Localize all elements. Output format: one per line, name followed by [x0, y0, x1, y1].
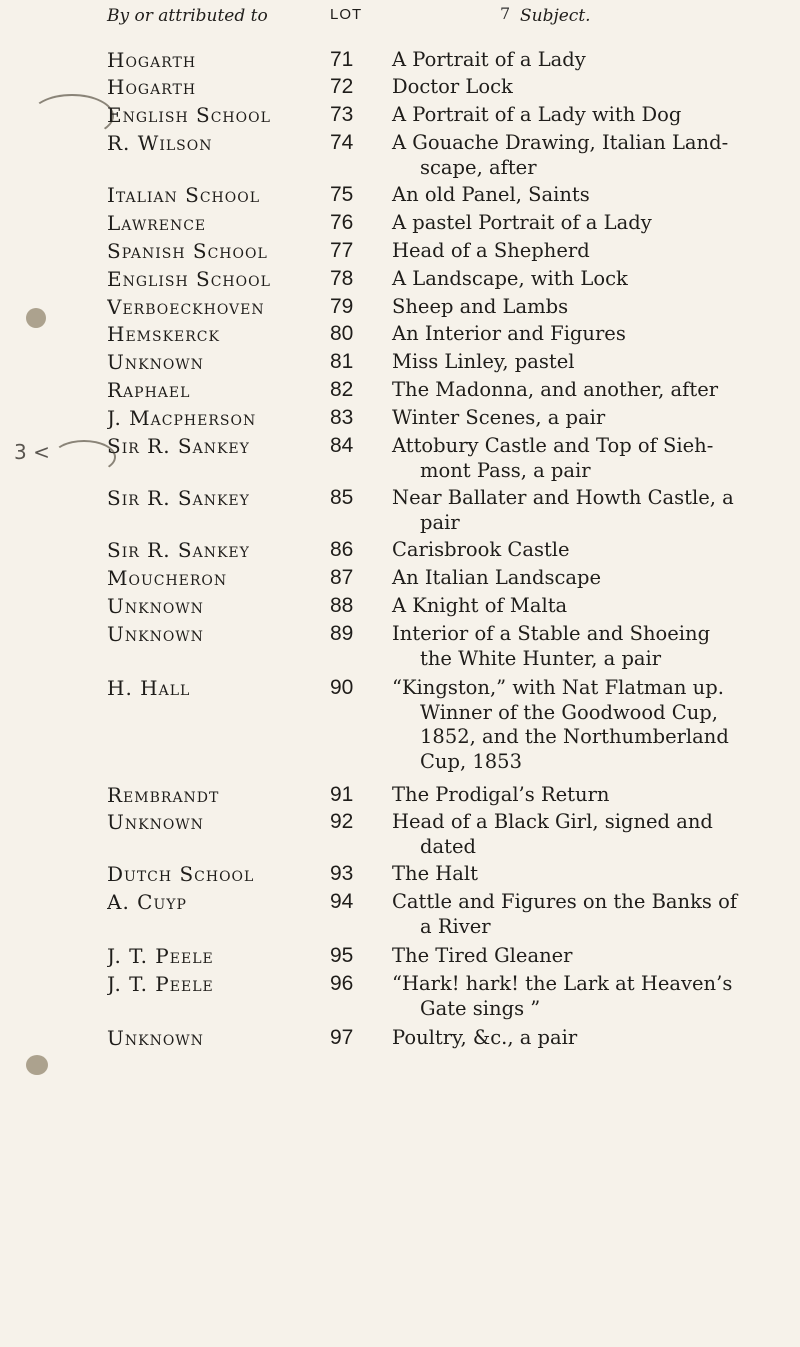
lot-number: 75 — [330, 183, 354, 206]
subject-line: A pastel Portrait of a Lady — [392, 211, 652, 234]
artist-name: Unknown — [107, 350, 204, 374]
subject-text — [392, 622, 787, 671]
artist-name: Unknown — [107, 622, 204, 646]
subject-text — [392, 810, 787, 859]
artist-name: Verboeckhoven — [107, 295, 265, 319]
artist-name: Dutch School — [107, 862, 255, 886]
subject-line: Cattle and Figures on the Banks of — [392, 890, 738, 913]
subject-text — [392, 75, 787, 100]
subject-line: “Kingston,” with Nat Flatman up. — [392, 676, 724, 699]
subject-line: Poultry, &c., a pair — [392, 1026, 578, 1049]
artist-name: J. T. Peele — [107, 944, 214, 968]
artist-name: Hogarth — [107, 75, 197, 99]
subject-line: dated — [420, 834, 476, 858]
subject-line: scape, after — [420, 155, 537, 179]
artist-name: Unknown — [107, 1026, 204, 1050]
header-lot: LOT — [330, 6, 363, 23]
header-artist: By or attributed to — [107, 6, 268, 26]
subject-line: Attobury Castle and Top of Sieh- — [392, 434, 714, 457]
subject-text — [392, 183, 787, 208]
lot-number: 74 — [330, 131, 354, 154]
subject-line: pair — [420, 510, 460, 534]
subject-line: the White Hunter, a pair — [420, 646, 662, 670]
subject-line: A Portrait of a Lady — [392, 48, 586, 71]
lot-number: 96 — [330, 972, 354, 995]
lot-number: 95 — [330, 944, 354, 967]
subject-line: 1852, and the Northumberland — [420, 725, 729, 748]
subject-line: Miss Linley, pastel — [392, 350, 575, 373]
subject-line: The Tired Gleaner — [392, 944, 573, 967]
subject-line: Winner of the Goodwood Cup, — [420, 700, 718, 724]
subject-text — [392, 486, 787, 535]
artist-name: Sir R. Sankey — [107, 486, 250, 510]
artist-name: Unknown — [107, 594, 204, 618]
subject-line: The Halt — [392, 862, 479, 885]
subject-line: Cup, 1853 — [420, 749, 522, 773]
lot-number: 77 — [330, 239, 354, 262]
lot-number: 93 — [330, 862, 354, 885]
artist-name: J. T. Peele — [107, 972, 214, 996]
lot-number: 91 — [330, 783, 354, 806]
lot-number: 92 — [330, 810, 354, 833]
margin-note: 3 < — [14, 440, 50, 464]
lot-number: 79 — [330, 295, 354, 318]
artist-name: A. Cuyp — [107, 890, 187, 914]
subject-line: The Madonna, and another, after — [392, 378, 719, 401]
ink-blot-mark — [26, 1055, 48, 1075]
subject-line: “Hark! hark! the Lark at Heaven’s — [392, 972, 733, 995]
subject-text — [392, 676, 787, 774]
subject-text — [392, 890, 787, 939]
subject-line: Interior of a Stable and Shoeing — [392, 622, 711, 645]
subject-text — [392, 350, 787, 375]
lot-number: 83 — [330, 406, 354, 429]
lot-number: 88 — [330, 594, 354, 617]
page-number: 7 — [500, 4, 511, 23]
lot-number: 97 — [330, 1026, 354, 1049]
lot-number: 78 — [330, 267, 354, 290]
lot-number: 80 — [330, 322, 354, 345]
lot-number: 87 — [330, 566, 354, 589]
lot-number: 82 — [330, 378, 354, 401]
subject-text — [392, 406, 787, 431]
subject-line: Doctor Lock — [392, 75, 513, 98]
subject-text — [392, 267, 787, 292]
lot-number: 72 — [330, 75, 354, 98]
lot-number: 90 — [330, 676, 354, 699]
lot-number: 71 — [330, 48, 354, 71]
artist-name: Rembrandt — [107, 783, 220, 807]
subject-text — [392, 783, 787, 808]
subject-text — [392, 434, 787, 483]
lot-number: 94 — [330, 890, 354, 913]
subject-text — [392, 322, 787, 347]
artist-name: Hemskerck — [107, 322, 220, 346]
artist-name: Raphael — [107, 378, 191, 402]
artist-name: Sir R. Sankey — [107, 434, 250, 458]
subject-text — [392, 972, 787, 1021]
lot-number: 89 — [330, 622, 354, 645]
subject-text — [392, 944, 787, 969]
artist-name: Sir R. Sankey — [107, 538, 250, 562]
subject-line: Gate sings ” — [420, 996, 541, 1020]
artist-name: Hogarth — [107, 48, 197, 72]
subject-line: a River — [420, 914, 491, 938]
artist-name: R. Wilson — [107, 131, 213, 155]
subject-line: Sheep and Lambs — [392, 295, 569, 318]
subject-text — [392, 1026, 787, 1051]
artist-name: Lawrence — [107, 211, 207, 235]
lot-number: 73 — [330, 103, 354, 126]
ink-blot-mark — [26, 308, 46, 328]
subject-line: An old Panel, Saints — [392, 183, 590, 206]
subject-line: mont Pass, a pair — [420, 458, 591, 482]
subject-line: A Portrait of a Lady with Dog — [392, 103, 682, 126]
artist-name: Italian School — [107, 183, 261, 207]
subject-line: A Landscape, with Lock — [392, 267, 628, 290]
artist-name: English School — [107, 103, 271, 127]
artist-name: English School — [107, 267, 271, 291]
subject-text — [392, 295, 787, 320]
lot-number: 85 — [330, 486, 354, 509]
subject-line: A Knight of Malta — [392, 594, 568, 617]
subject-line: Carisbrook Castle — [392, 538, 570, 561]
subject-line: Winter Scenes, a pair — [392, 406, 606, 429]
artist-name: H. Hall — [107, 676, 191, 700]
subject-text — [392, 538, 787, 563]
subject-text — [392, 566, 787, 591]
subject-text — [392, 211, 787, 236]
subject-text — [392, 594, 787, 619]
subject-line: A Gouache Drawing, Italian Land- — [392, 131, 729, 154]
subject-line: Head of a Black Girl, signed and — [392, 810, 713, 833]
subject-line: The Prodigal’s Return — [392, 783, 610, 806]
subject-line: An Italian Landscape — [392, 566, 602, 589]
artist-name: Unknown — [107, 810, 204, 834]
artist-name: Spanish School — [107, 239, 268, 263]
subject-text — [392, 48, 787, 73]
subject-text — [392, 862, 787, 887]
subject-line: Head of a Shepherd — [392, 239, 590, 262]
subject-line: An Interior and Figures — [392, 322, 626, 345]
header-subject: Subject. — [520, 6, 591, 26]
lot-number: 76 — [330, 211, 354, 234]
pencil-swirl-mark — [30, 94, 114, 138]
lot-number: 81 — [330, 350, 354, 373]
subject-text — [392, 378, 787, 403]
lot-number: 84 — [330, 434, 354, 457]
artist-name: J. Macpherson — [107, 406, 257, 430]
subject-text — [392, 103, 787, 128]
artist-name: Moucheron — [107, 566, 228, 590]
subject-line: Near Ballater and Howth Castle, a — [392, 486, 734, 509]
subject-text — [392, 131, 787, 180]
lot-number: 86 — [330, 538, 354, 561]
subject-text — [392, 239, 787, 264]
